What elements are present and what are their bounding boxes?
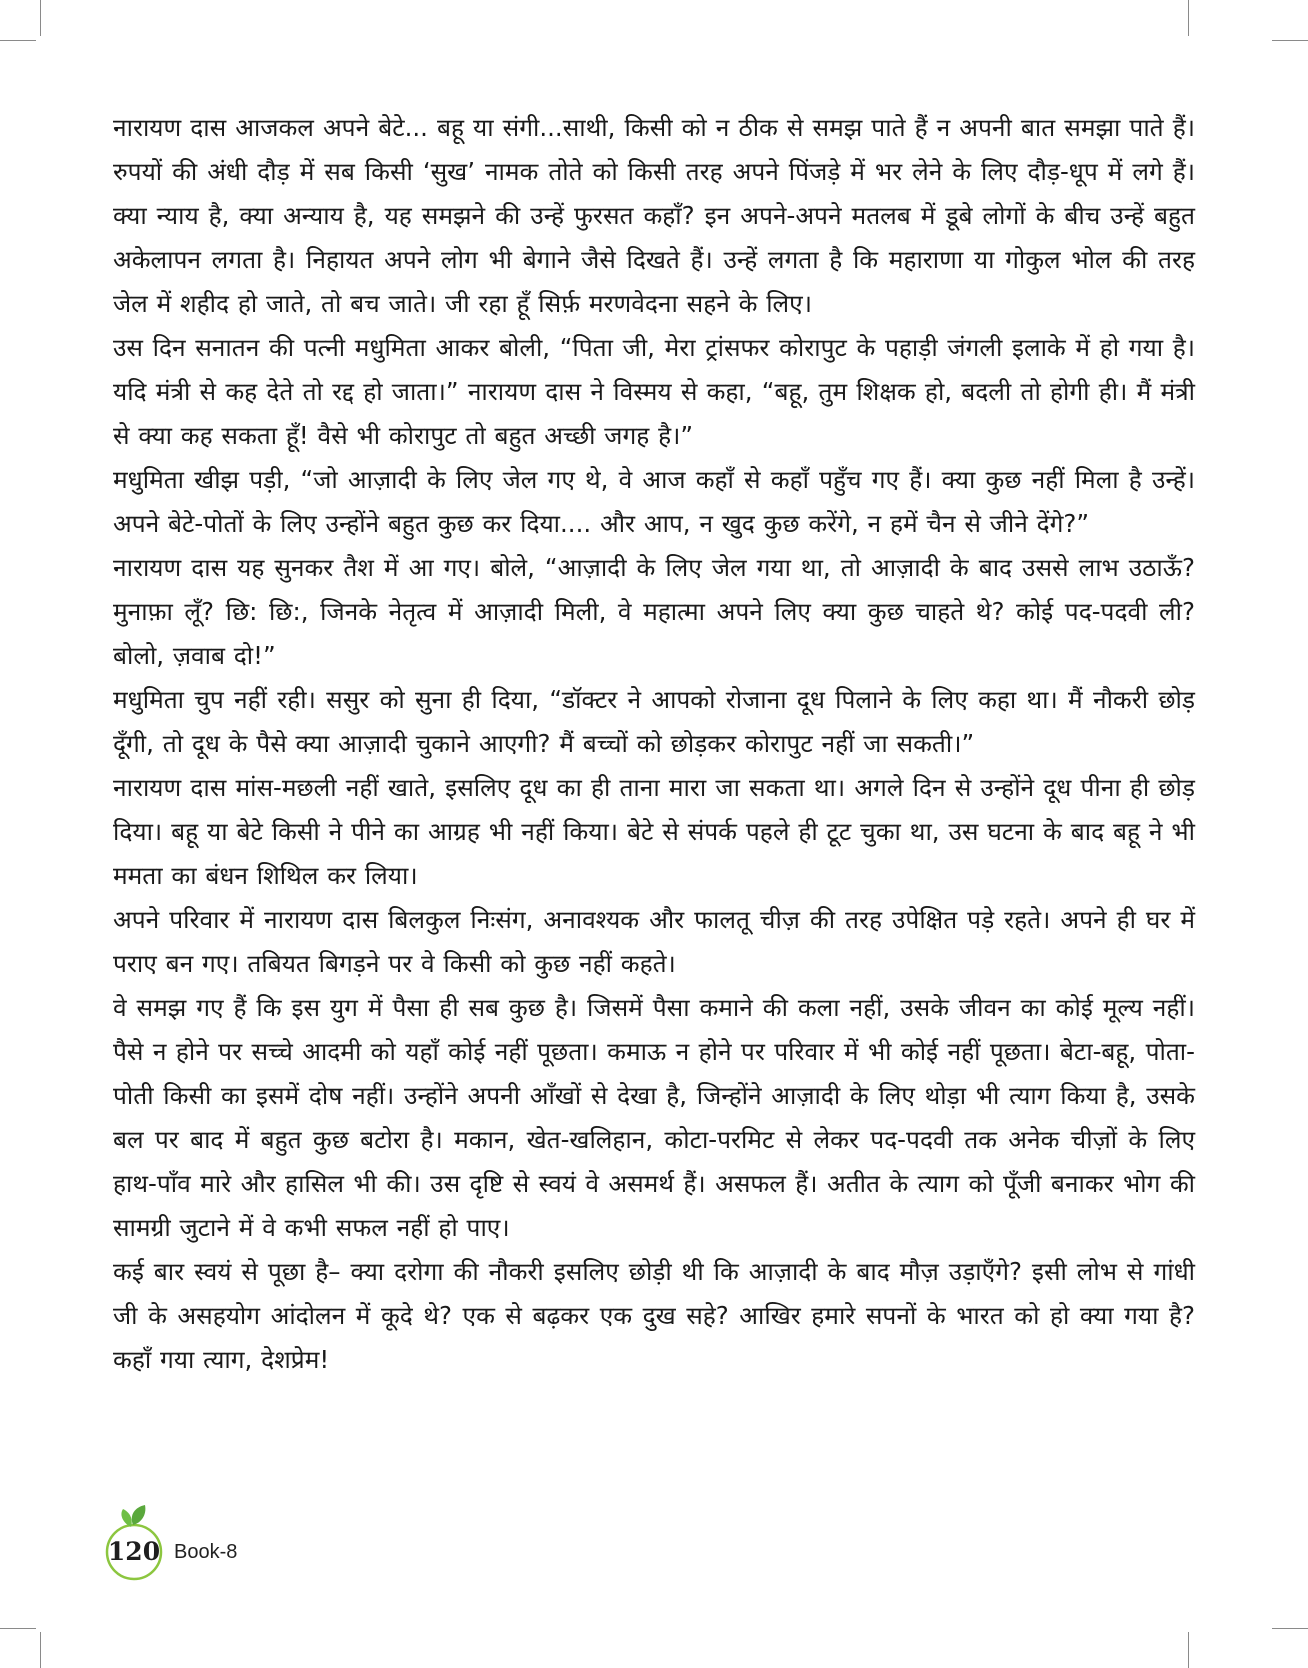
- paragraph-1: नारायण दास आजकल अपने बेटे... बहू या संगी...साथी, किसी को न ठीक से समझ पाते हैं न अपनी बात समझा पाते हैं। रुपयों की अंधी दौड़ में सब किसी ‘सुख’ नामक तोते को किसी तरह अपने पिंजड़े में भर लेने के लिए दौड़-धूप में लगे हैं। क्या न्याय है, क्या अन्याय है, यह समझने की उन्हें फुरसत कहाँ? इन अपने-अपने मतलब में डूबे लोगों के बीच उन्हें बहुत अकेलापन लगता है। निहायत अपने लोग भी बेगाने जैसे दिखते हैं। उन्हें लगता है कि महाराणा या गोकुल भोल की तरह जेल में शहीद हो जाते, तो बच जाते। जी रहा हूँ सिर्फ़ मरणवेदना सहने के लिए।: [113, 113, 1195, 318]
- page-footer: [95, 1505, 355, 1585]
- crop-mark-top-left: [40, 0, 41, 36]
- paragraph-5: मधुमिता चुप नहीं रही। ससुर को सुना ही दिया, “डॉक्टर ने आपको रोजाना दूध पिलाने के लिए कहा था। मैं नौकरी छोड़ दूँगी, तो दूध के पैसे क्या आज़ादी चुकाने आएगी? मैं बच्चों को छोड़कर कोरापुट नहीं जा सकती।”: [113, 685, 1195, 758]
- crop-mark-top-right: [1188, 0, 1189, 36]
- paragraph-7: अपने परिवार में नारायण दास बिलकुल निःसंग, अनावश्यक और फालतू चीज़ की तरह उपेक्षित पड़े रहते। अपने ही घर में पराए बन गए। तबियत बिगड़ने पर वे किसी को कुछ नहीं कहते।: [113, 905, 1195, 978]
- paragraph-4: नारायण दास यह सुनकर तैश में आ गए। बोले, “आज़ादी के लिए जेल गया था, तो आज़ादी के बाद उससे लाभ उठाऊँ? मुनाफ़ा लूँ? छि: छि:, जिनके नेतृत्व में आज़ादी मिली, वे महात्मा अपने लिए क्या कुछ चाहते थे? कोई पद-पदवी ली? बोलो, ज़वाब दो!”: [113, 553, 1195, 670]
- crop-mark-bottom-left: [40, 1632, 41, 1668]
- page-body: [113, 106, 1195, 1382]
- paragraph-2: उस दिन सनातन की पत्नी मधुमिता आकर बोली, “पिता जी, मेरा ट्रांसफर कोरापुट के पहाड़ी जंगली इलाके में हो गया है। यदि मंत्री से कह देते तो रद्द हो जाता।” नारायण दास ने विस्मय से कहा, “बहू, तुम शिक्षक हो, बदली तो होगी ही। मैं मंत्री से क्या कह सकता हूँ! वैसे भी कोरापुट तो बहुत अच्छी जगह है।”: [113, 333, 1195, 450]
- crop-mark-top-right-h: [1272, 40, 1308, 41]
- crop-mark-top-left-h: [0, 40, 36, 41]
- crop-mark-bottom-right-h: [1272, 1628, 1308, 1629]
- page-number: 120: [107, 1537, 161, 1566]
- paragraph-6: नारायण दास मांस-मछली नहीं खाते, इसलिए दूध का ही ताना मारा जा सकता था। अगले दिन से उन्होंने दूध पीना ही छोड़ दिया। बहू या बेटे किसी ने पीने का आग्रह भी नहीं किया। बेटे से संपर्क पहले ही टूट चुका था, उस घटना के बाद बहू ने भी ममता का बंधन शिथिल कर लिया।: [113, 773, 1195, 890]
- paragraph-9: कई बार स्वयं से पूछा है– क्या दरोगा की नौकरी इसलिए छोड़ी थी कि आज़ादी के बाद मौज़ उड़ाएँगे? इसी लोभ से गांधी जी के असहयोग आंदोलन में कूदे थे? एक से बढ़कर एक दुख सहे? आखिर हमारे सपनों के भारत को हो क्या गया है? कहाँ गया त्याग, देशप्रेम!: [113, 1257, 1195, 1374]
- paragraph-3: मधुमिता खीझ पड़ी, “जो आज़ादी के लिए जेल गए थे, वे आज कहाँ से कहाँ पहुँच गए हैं। क्या कुछ नहीं मिला है उन्हें। अपने बेटे-पोतों के लिए उन्होंने बहुत कुछ कर दिया.... और आप, न खुद कुछ करेंगे, न हमें चैन से जीने देंगे?”: [113, 465, 1195, 538]
- crop-mark-bottom-left-h: [0, 1628, 36, 1629]
- leaf-left: [121, 1509, 131, 1527]
- crop-mark-bottom-right: [1188, 1632, 1189, 1668]
- book-label: Book-8: [174, 1541, 238, 1563]
- leaf-right: [132, 1505, 146, 1525]
- paragraph-8: वे समझ गए हैं कि इस युग में पैसा ही सब कुछ है। जिसमें पैसा कमाने की कला नहीं, उसके जीवन का कोई मूल्य नहीं। पैसे न होने पर सच्चे आदमी को यहाँ कोई नहीं पूछता। कमाऊ न होने पर परिवार में भी कोई नहीं पूछता। बेटा-बहू, पोता-पोती किसी का इसमें दोष नहीं। उन्होंने अपनी आँखों से देखा है, जिन्होंने आज़ादी के लिए थोड़ा भी त्याग किया है, उसके बल पर बाद में बहुत कुछ बटोरा है। मकान, खेत-खलिहान, कोटा-परमिट से लेकर पद-पदवी तक अनेक चीज़ों के लिए हाथ-पाँव मारे और हासिल भी की। उस दृष्टि से स्वयं वे असमर्थ हैं। असफल हैं। अतीत के त्याग को पूँजी बनाकर भोग की सामग्री जुटाने में वे कभी सफल नहीं हो पाए।: [113, 993, 1195, 1242]
